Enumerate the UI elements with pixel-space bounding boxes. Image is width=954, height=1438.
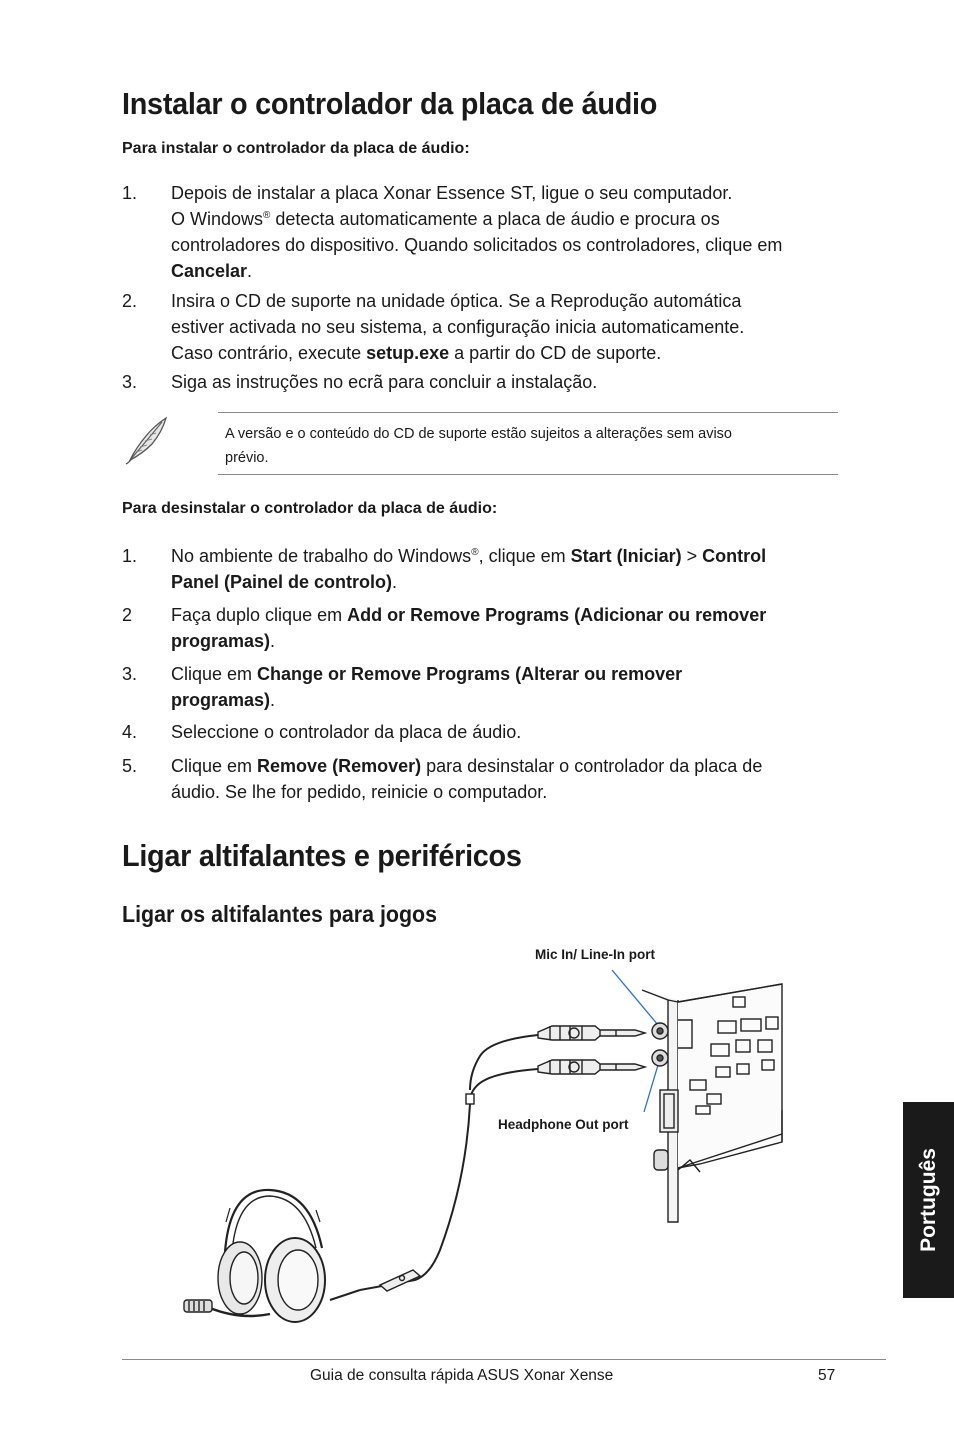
language-side-tab [903, 1102, 954, 1298]
step-line: Caso contrário, execute setup.exe a partir do CD de suporte. [171, 343, 662, 363]
uninstall-step-1 [122, 543, 842, 595]
pen-note-icon [122, 414, 172, 466]
step-line: controladores do dispositivo. Quando solicitados os controladores, clique em [171, 235, 783, 255]
install-step-2 [122, 288, 842, 366]
step-line: No ambiente de trabalho do Windows®, clique em Start (Iniciar) > Control [171, 546, 767, 566]
step-line: Panel (Painel de controlo). [171, 572, 398, 592]
step-number: 3. [122, 664, 138, 684]
step-line: programas). [171, 631, 276, 651]
note-text: A versão e o conteúdo do CD de suporte estão sujeitos a alterações sem aviso prévio. [225, 426, 732, 466]
step-number: 2. [122, 291, 138, 311]
note-top-rule [218, 412, 838, 413]
step-line: Seleccione o controlador da placa de áudio. [171, 722, 522, 742]
step-line: programas). [171, 690, 276, 710]
uninstall-step-2 [122, 602, 842, 654]
step-line: Insira o CD de suporte na unidade óptica. Se a Reprodução automática [171, 291, 742, 311]
step-line: O Windows® detecta automaticamente a placa de áudio e procura os [171, 209, 720, 229]
headphone-out-port-label: Headphone Out port [498, 1117, 629, 1132]
uninstall-step-5 [122, 753, 842, 805]
mic-in-port-label: Mic In/ Line-In port [535, 947, 655, 962]
page-title: Instalar o controlador da placa de áudio [122, 86, 658, 121]
step-number: 3. [122, 372, 138, 392]
note-bottom-rule [218, 474, 838, 475]
footer-rule [122, 1359, 886, 1360]
step-line: estiver activada no seu sistema, a configuração inicia automaticamente. [171, 317, 745, 337]
step-number: 2 [122, 605, 133, 625]
step-line: Depois de instalar a placa Xonar Essence ST, ligue o seu computador. [171, 183, 733, 203]
step-line: Cancelar. [171, 261, 253, 281]
uninstall-step-4 [122, 719, 842, 745]
language-label: Português [916, 1148, 940, 1252]
install-step-3 [122, 369, 842, 395]
install-subtitle: Para instalar o controlador da placa de áudio: [122, 140, 470, 157]
step-line: Siga as instruções no ecrã para concluir a instalação. [171, 372, 598, 392]
uninstall-subtitle: Para desinstalar o controlador da placa de áudio: [122, 500, 498, 517]
step-number: 4. [122, 722, 138, 742]
section-subtitle: Ligar os altifalantes para jogos [122, 901, 437, 927]
install-step-1 [122, 180, 842, 284]
step-line: Clique em Remove (Remover) para desinstalar o controlador da placa de [171, 756, 763, 776]
footer-title: Guia de consulta rápida ASUS Xonar Xense [310, 1367, 614, 1384]
section-title: Ligar altifalantes e periféricos [122, 838, 522, 873]
page-number: 57 [818, 1367, 836, 1384]
step-number: 1. [122, 183, 138, 203]
step-line: Clique em Change or Remove Programs (Alterar ou remover [171, 664, 683, 684]
uninstall-step-3 [122, 661, 842, 713]
step-line: áudio. Se lhe for pedido, reinicie o computador. [171, 782, 548, 802]
step-number: 1. [122, 546, 138, 566]
headset-connection-diagram [170, 960, 790, 1330]
step-number: 5. [122, 756, 138, 776]
step-line: Faça duplo clique em Add or Remove Programs (Adicionar ou remover [171, 605, 767, 625]
